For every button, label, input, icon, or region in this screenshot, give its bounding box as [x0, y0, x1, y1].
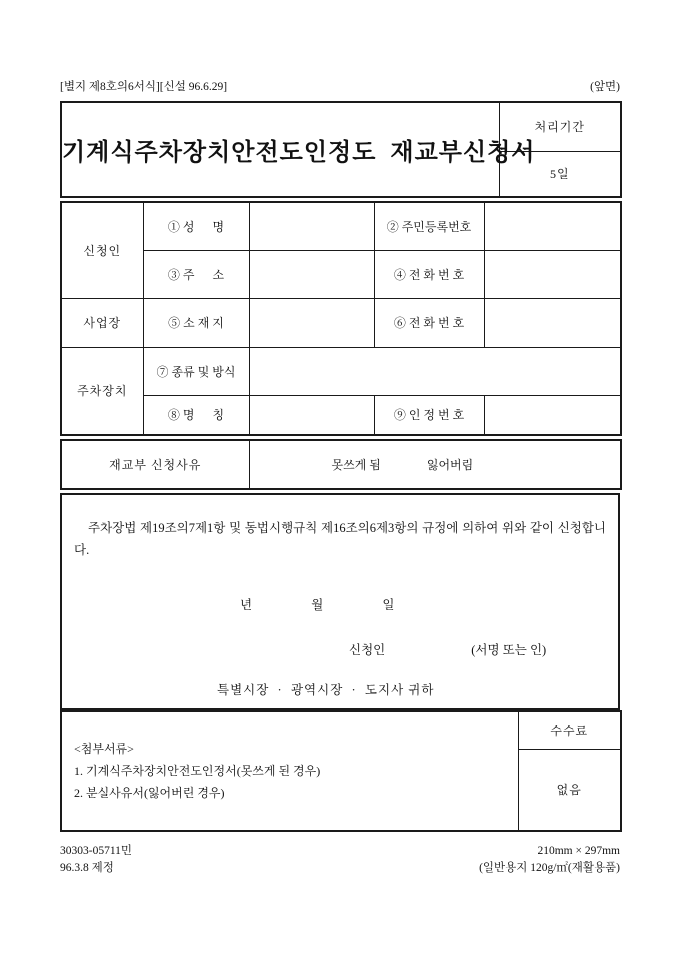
location-input-cell[interactable] [249, 298, 374, 347]
cert-no-input-cell[interactable] [484, 395, 621, 435]
table-row [61, 250, 621, 298]
recipient-line: 특별시장 · 광역시장 · 도지사 귀하 [217, 683, 435, 697]
field-label-device-title: ⑧ 명 칭 [143, 395, 249, 435]
device-title-input-cell[interactable] [249, 395, 374, 435]
paper-size: 210mm × 297mm [537, 845, 620, 857]
date-month-label: 월 [311, 598, 324, 612]
table-row [61, 440, 621, 489]
processing-period-value: 5일 [499, 151, 621, 197]
field-label-type-method: ⑦ 종류 및 방식 [143, 347, 249, 395]
attachments-cell [61, 711, 518, 831]
group-parking-device: 주차장치 [61, 347, 143, 435]
statement-box [60, 493, 620, 710]
form-code: 30303-05711민 [60, 845, 133, 857]
field-label-resident-no: ② 주민등록번호 [374, 202, 484, 250]
date-line [62, 595, 618, 613]
field-label-phone: ④ 전 화 번 호 [374, 250, 484, 298]
title-table [60, 101, 622, 198]
type-method-input-cell[interactable] [249, 347, 621, 395]
fee-value: 없음 [518, 749, 621, 831]
resident-no-input-cell[interactable] [484, 202, 621, 250]
date-year-label: 년 [240, 598, 253, 612]
table-row [61, 347, 621, 395]
attachments-header: <첨부서류> [74, 742, 134, 756]
address-input-cell[interactable] [249, 250, 374, 298]
reissue-reason-options-cell [249, 440, 621, 489]
processing-period-label: 처리기간 [499, 102, 621, 151]
paper-spec: (일반용지 120g/㎡(재활용품) [479, 862, 620, 874]
table-row [61, 202, 621, 250]
signer-line [62, 640, 618, 658]
field-label-address: ③ 주 소 [143, 250, 249, 298]
name-input-cell[interactable] [249, 202, 374, 250]
footer [60, 843, 620, 877]
table-row [61, 711, 621, 749]
fee-label: 수수료 [518, 711, 621, 749]
reissue-reason-label: 재교부 신청사유 [61, 440, 249, 489]
table-row [61, 298, 621, 347]
date-day-label: 일 [382, 598, 395, 612]
field-label-workplace-phone: ⑥ 전 화 번 호 [374, 298, 484, 347]
group-workplace: 사업장 [61, 298, 143, 347]
enacted-date: 96.3.8 제정 [60, 862, 114, 874]
group-applicant: 신청인 [61, 202, 143, 298]
option-lost[interactable]: 잃어버림 [426, 458, 474, 472]
applicant-info-table [60, 201, 622, 436]
signer-label: 신청인 [349, 643, 386, 657]
option-unusable[interactable]: 못쓰게 됨 [331, 458, 381, 472]
attachments-fee-table [60, 710, 622, 832]
reissue-reason-table [60, 439, 622, 490]
attachment-item-1: 1. 기계식주차장치안전도인정서(못쓰게 된 경우) [74, 764, 321, 778]
phone-input-cell[interactable] [484, 250, 621, 298]
table-row [61, 395, 621, 435]
front-side-note: (앞면) [590, 81, 620, 93]
signature-or-seal-note: (서명 또는 인) [471, 643, 547, 657]
form-title: 기계식주차장치안전도인정도 재교부신청서 [61, 102, 499, 197]
form-sheet [60, 0, 620, 877]
attachment-item-2: 2. 분실사유서(잃어버린 경우) [74, 786, 225, 800]
workplace-phone-input-cell[interactable] [484, 298, 621, 347]
field-label-name: ① 성 명 [143, 202, 249, 250]
field-label-location: ⑤ 소 재 지 [143, 298, 249, 347]
form-reference-note: [별지 제8호의6서식][신설 96.6.29] [60, 81, 228, 93]
field-label-cert-no: ⑨ 인 정 번 호 [374, 395, 484, 435]
application-statement: 주차장법 제19조의7제1항 및 동법시행규칙 제16조의6제3항의 규정에 의하여 위와 같이 신청합니다. [74, 521, 606, 557]
top-notes [60, 78, 620, 94]
